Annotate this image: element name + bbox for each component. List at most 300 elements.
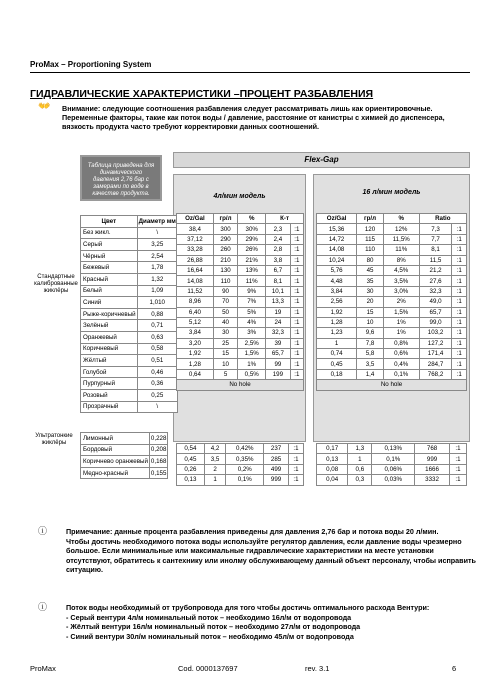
rate-cell: :1 bbox=[290, 317, 303, 327]
color-name: Жёлтый bbox=[81, 355, 138, 367]
rate-cell: 0,04 bbox=[317, 475, 348, 485]
table-row bbox=[317, 245, 467, 255]
rate-cell: 90 bbox=[213, 286, 237, 296]
rate-cell: 6,7 bbox=[266, 265, 291, 275]
table-row bbox=[81, 389, 178, 401]
color-diameter: \ bbox=[137, 227, 177, 239]
note-pressure-text2: Чтобы достичь необходимого потока воды используйте регулятор давления, если давление воды чрезмерно большое. Если минимальные или максимальные гидравлические характеристики на месте установки отсутствуют, обратитесь к сантехнику или инолму обслуживающему данный объект персоналу, чтобы исправить ситуацию. bbox=[66, 536, 476, 574]
table-row bbox=[317, 224, 467, 234]
rate-cell: 284,7 bbox=[419, 359, 452, 369]
rate-cell: 13% bbox=[238, 265, 266, 275]
rate-cell: 1% bbox=[238, 359, 266, 369]
table-row bbox=[177, 317, 304, 327]
rate-cell: :1 bbox=[452, 265, 467, 275]
color-diameter: 1,32 bbox=[137, 273, 177, 285]
rate-cell: 15 bbox=[357, 307, 384, 317]
table-row bbox=[177, 224, 304, 234]
table-row bbox=[81, 401, 178, 413]
rate-cell: 0,74 bbox=[317, 349, 357, 359]
rate-cell: 1 bbox=[317, 338, 357, 348]
rate-cell: 10 bbox=[357, 317, 384, 327]
rate-cell: 7% bbox=[238, 297, 266, 307]
rate-cell: 45 bbox=[357, 265, 384, 275]
note-flow bbox=[66, 603, 486, 641]
color-name: Белый bbox=[81, 285, 138, 297]
rate-cell: :1 bbox=[452, 276, 467, 286]
color-diameter: 0,71 bbox=[137, 320, 177, 332]
rate-cell: 210 bbox=[213, 255, 237, 265]
note-flow-line-1: - Серый вентури 4л/м номинальный поток – необходимо 16л/м от водопровода bbox=[66, 612, 352, 622]
rate-cell: 3332 bbox=[415, 475, 450, 485]
rate-cell: 260 bbox=[213, 245, 237, 255]
rate-cell: 19 bbox=[266, 307, 291, 317]
table-row bbox=[317, 276, 467, 286]
rate-cell: 0,45 bbox=[177, 454, 205, 464]
rate-header: гр/л bbox=[357, 214, 384, 224]
rate-cell: 8% bbox=[383, 255, 419, 265]
rate-cell: 80 bbox=[357, 255, 384, 265]
rate-cell: 10,1 bbox=[266, 286, 291, 296]
rate-cell: 5% bbox=[238, 307, 266, 317]
rate-cell: 0,4% bbox=[383, 359, 419, 369]
table-16lpm-ultra bbox=[316, 443, 467, 486]
rate-cell: :1 bbox=[290, 255, 303, 265]
rate-cell: 4,48 bbox=[317, 276, 357, 286]
rate-cell: 21,2 bbox=[419, 265, 452, 275]
rate-cell: 40 bbox=[213, 317, 237, 327]
rate-cell: 2,56 bbox=[317, 297, 357, 307]
table-row bbox=[81, 355, 178, 367]
color-name: Оранжевый bbox=[81, 331, 138, 343]
rate-cell: 1,28 bbox=[177, 359, 214, 369]
rate-cell: 16,64 bbox=[177, 265, 214, 275]
rate-cell: 24 bbox=[266, 317, 291, 327]
rate-cell: 290 bbox=[213, 234, 237, 244]
footer-code: Cod. 0000137697 bbox=[178, 664, 238, 673]
rate-cell: 10,24 bbox=[317, 255, 357, 265]
rate-cell: 11,5 bbox=[419, 255, 452, 265]
rate-cell: 0,45 bbox=[317, 359, 357, 369]
rate-cell: :1 bbox=[452, 328, 467, 338]
color-diameter: 0,25 bbox=[137, 389, 177, 401]
rate-cell: :1 bbox=[290, 307, 303, 317]
table-row bbox=[81, 343, 178, 355]
table-row bbox=[81, 467, 168, 479]
footer-brand: ProMax bbox=[30, 664, 56, 673]
info-icon: ⓘ bbox=[38, 526, 48, 536]
rate-cell: 130 bbox=[213, 265, 237, 275]
rate-cell: 3% bbox=[238, 328, 266, 338]
footer-page: 6 bbox=[452, 664, 457, 673]
rate-cell: 2,5% bbox=[238, 338, 266, 348]
rate-cell: 0,5% bbox=[238, 369, 266, 379]
rate-cell: 0,03% bbox=[372, 475, 415, 485]
table-row bbox=[177, 444, 304, 454]
rate-cell: 32,3 bbox=[266, 328, 291, 338]
rate-cell: 0,3 bbox=[348, 475, 372, 485]
table-row bbox=[177, 454, 304, 464]
rate-cell: 99 bbox=[266, 359, 291, 369]
table-row bbox=[81, 366, 178, 378]
rate-cell: 35 bbox=[357, 276, 384, 286]
table-row bbox=[177, 307, 304, 317]
rate-cell: 27,6 bbox=[419, 276, 452, 286]
color-name: Рыже-коричневый bbox=[81, 308, 138, 320]
color-name: Прозрачный bbox=[81, 401, 138, 413]
table-4lpm bbox=[176, 213, 304, 391]
rate-cell: 29% bbox=[238, 234, 266, 244]
rate-cell: :1 bbox=[452, 297, 467, 307]
rate-cell: 0,17 bbox=[317, 444, 348, 454]
table-row bbox=[317, 369, 467, 379]
rate-cell: 7,7 bbox=[419, 234, 452, 244]
table-row bbox=[317, 338, 467, 348]
table-row bbox=[317, 307, 467, 317]
color-name: Коричневый bbox=[81, 343, 138, 355]
note-pressure-text: Примечание: данные процента разбавления приведены для давления 2,76 бар и потока воды 20 л/мин. bbox=[66, 527, 439, 536]
rate-header: Ratio bbox=[419, 214, 466, 224]
rate-cell: 50 bbox=[213, 307, 237, 317]
header-divider bbox=[30, 72, 470, 73]
rate-cell: :1 bbox=[290, 338, 303, 348]
rate-cell: 199 bbox=[266, 369, 291, 379]
rate-cell: 127,2 bbox=[419, 338, 452, 348]
table-row bbox=[177, 234, 304, 244]
rate-cell: 0,18 bbox=[317, 369, 357, 379]
rate-cell: 33,28 bbox=[177, 245, 214, 255]
rate-cell: 0,13 bbox=[177, 475, 205, 485]
rate-cell: 20 bbox=[357, 297, 384, 307]
color-name: Серый bbox=[81, 239, 138, 251]
color-diameter: 1,010 bbox=[137, 297, 177, 309]
table-row bbox=[177, 255, 304, 265]
rate-header: % bbox=[383, 214, 419, 224]
rate-cell: :1 bbox=[452, 359, 467, 369]
table-row bbox=[177, 265, 304, 275]
table-row bbox=[177, 276, 304, 286]
rate-cell: 15,36 bbox=[317, 224, 357, 234]
rate-cell: :1 bbox=[288, 475, 303, 485]
rate-cell: 0,64 bbox=[177, 369, 214, 379]
table-row bbox=[177, 245, 304, 255]
color-diameter: 0,88 bbox=[137, 308, 177, 320]
table-row bbox=[81, 308, 178, 320]
rate-cell: :1 bbox=[452, 338, 467, 348]
table-row bbox=[177, 464, 304, 474]
rate-cell: :1 bbox=[288, 444, 303, 454]
rate-cell: 4,2 bbox=[204, 444, 225, 454]
flexgap-header: Flex-Gap bbox=[173, 152, 470, 168]
rate-cell: :1 bbox=[452, 255, 467, 265]
rate-cell: 6,40 bbox=[177, 307, 214, 317]
rate-cell: 1,5% bbox=[383, 307, 419, 317]
color-diameter: 0,168 bbox=[149, 456, 167, 468]
rate-cell: 0,42% bbox=[226, 444, 264, 454]
table-row bbox=[81, 433, 168, 445]
rate-cell: 0,6 bbox=[348, 464, 372, 474]
rate-cell: 49,0 bbox=[419, 297, 452, 307]
rate-cell: 0,35% bbox=[226, 454, 264, 464]
rate-cell: 110 bbox=[213, 276, 237, 286]
table-row bbox=[177, 328, 304, 338]
standard-group-label: Стандартные калиброванные жиклёры bbox=[34, 274, 78, 294]
color-diameter: 0,228 bbox=[149, 433, 167, 445]
table-row bbox=[317, 317, 467, 327]
rate-cell: :1 bbox=[449, 475, 466, 485]
rate-cell: 1,3 bbox=[348, 444, 372, 454]
rate-cell: 0,54 bbox=[177, 444, 205, 454]
table-row bbox=[317, 286, 467, 296]
table-16lpm bbox=[316, 213, 467, 391]
rate-cell: 3,0% bbox=[383, 286, 419, 296]
rate-cell: :1 bbox=[452, 224, 467, 234]
table-row bbox=[177, 338, 304, 348]
rate-cell: 2,8 bbox=[266, 245, 291, 255]
rate-cell: 285 bbox=[264, 454, 289, 464]
rate-cell: 8,96 bbox=[177, 297, 214, 307]
table-row bbox=[317, 349, 467, 359]
table-row bbox=[81, 456, 168, 468]
note-flow-line-3: - Синий вентури 30л/м номинальный поток – необходимо 45л/м от водопровода bbox=[66, 631, 354, 641]
rate-cell: 1 bbox=[204, 475, 225, 485]
color-diameter: 3,25 bbox=[137, 239, 177, 251]
rate-cell: 3,84 bbox=[317, 286, 357, 296]
table-row bbox=[177, 349, 304, 359]
table-row bbox=[317, 297, 467, 307]
color-name: Бордовый bbox=[81, 444, 150, 456]
color-diameter: 1,78 bbox=[137, 262, 177, 274]
table-row bbox=[317, 359, 467, 369]
color-diameter: 0,63 bbox=[137, 331, 177, 343]
table-row bbox=[81, 444, 168, 456]
rate-cell: :1 bbox=[290, 265, 303, 275]
rate-cell: :1 bbox=[452, 307, 467, 317]
table-row bbox=[177, 359, 304, 369]
rate-cell: :1 bbox=[290, 276, 303, 286]
rate-cell: 7,8 bbox=[357, 338, 384, 348]
pressure-note-box: Таблица приведена для динамического давления 2,76 бар с замерами по воде в качестве продукта. bbox=[80, 155, 162, 201]
rate-cell: 14,08 bbox=[177, 276, 214, 286]
color-diameter: 0,155 bbox=[149, 467, 167, 479]
rate-cell: :1 bbox=[290, 349, 303, 359]
rate-cell: 30 bbox=[213, 328, 237, 338]
rate-cell: 1 bbox=[348, 454, 372, 464]
table-4lpm-ultra bbox=[176, 443, 304, 486]
rate-cell: 70 bbox=[213, 297, 237, 307]
rate-cell: 12% bbox=[383, 224, 419, 234]
rate-cell: :1 bbox=[290, 286, 303, 296]
table-row bbox=[81, 239, 178, 251]
rate-cell: 2,4 bbox=[266, 234, 291, 244]
rate-cell: 115 bbox=[357, 234, 384, 244]
rate-cell: 110 bbox=[357, 245, 384, 255]
rate-cell: 4,5% bbox=[383, 265, 419, 275]
rate-cell: 120 bbox=[357, 224, 384, 234]
warning-body: следующие соотношения разбавления следует рассматривать лишь как ориентировочные. Переменные факторы, такие как поток воды / давление, расстояние от канистры с химией до диспенсера, вязкость продукта часто требуют корректировки данных соотношений. bbox=[62, 104, 445, 131]
color-diameter: 0,208 bbox=[149, 444, 167, 456]
rate-cell: 5,12 bbox=[177, 317, 214, 327]
rate-cell: 0,13 bbox=[317, 454, 348, 464]
rate-header: Oz/Gal bbox=[317, 214, 357, 224]
table-row bbox=[81, 320, 178, 332]
rate-cell: 0,26 bbox=[177, 464, 205, 474]
color-name: Без жикл. bbox=[81, 227, 138, 239]
rate-cell: 5,8 bbox=[357, 349, 384, 359]
color-name: Лимонный bbox=[81, 433, 150, 445]
rate-cell: 65,7 bbox=[266, 349, 291, 359]
rate-cell: 237 bbox=[264, 444, 289, 454]
rate-cell: 0,8% bbox=[383, 338, 419, 348]
rate-cell: 9,6 bbox=[357, 328, 384, 338]
rate-cell: 99,0 bbox=[419, 317, 452, 327]
rate-cell: 13,3 bbox=[266, 297, 291, 307]
rate-cell: 3,5 bbox=[204, 454, 225, 464]
rate-cell: 9% bbox=[238, 286, 266, 296]
rate-cell: 0,08 bbox=[317, 464, 348, 474]
hands-warning-icon: 👐 bbox=[38, 101, 51, 112]
warning-text bbox=[62, 104, 472, 131]
rate-cell: 14,72 bbox=[317, 234, 357, 244]
info-icon-2: ⓘ bbox=[38, 602, 48, 612]
rate-cell: 5 bbox=[213, 369, 237, 379]
color-name: Красный bbox=[81, 273, 138, 285]
table-row bbox=[81, 285, 178, 297]
rate-cell: 3,20 bbox=[177, 338, 214, 348]
ultra-group-label: Ультратонкие жиклёры bbox=[35, 433, 73, 446]
rate-cell: 1% bbox=[383, 317, 419, 327]
rate-header: % bbox=[238, 214, 266, 224]
rate-cell: 999 bbox=[264, 475, 289, 485]
rate-cell: :1 bbox=[452, 245, 467, 255]
rate-cell: 171,4 bbox=[419, 349, 452, 359]
rate-cell: 30 bbox=[357, 286, 384, 296]
rate-cell: :1 bbox=[449, 454, 466, 464]
color-name: Голубой bbox=[81, 366, 138, 378]
rate-cell: :1 bbox=[449, 464, 466, 474]
rate-header: Oz/Gal bbox=[177, 214, 214, 224]
table-row bbox=[177, 297, 304, 307]
page-title: ГИДРАВЛИЧЕСКИЕ ХАРАКТЕРИСТИКИ –ПРОЦЕНТ РАЗБАВЛЕНИЯ bbox=[30, 88, 374, 100]
rate-cell: 768,2 bbox=[419, 369, 452, 379]
model4-title: 4л/мин модель bbox=[213, 193, 266, 200]
rate-cell: 3,5 bbox=[357, 359, 384, 369]
rate-cell: 32,3 bbox=[419, 286, 452, 296]
table-row bbox=[317, 444, 467, 454]
rate-cell: 8,1 bbox=[419, 245, 452, 255]
rate-cell: :1 bbox=[449, 444, 466, 454]
color-table-header: Цвет bbox=[81, 216, 138, 228]
color-diameter: 1,09 bbox=[137, 285, 177, 297]
rate-cell: 1666 bbox=[415, 464, 450, 474]
color-name: Бежевый bbox=[81, 262, 138, 274]
rate-cell: 768 bbox=[415, 444, 450, 454]
table-row bbox=[177, 475, 304, 485]
rate-cell: :1 bbox=[290, 359, 303, 369]
rate-cell: 499 bbox=[264, 464, 289, 474]
rate-cell: 1,23 bbox=[317, 328, 357, 338]
ultra-color-table bbox=[80, 432, 168, 479]
rate-cell: 8,1 bbox=[266, 276, 291, 286]
rate-cell: 7,3 bbox=[419, 224, 452, 234]
rate-cell: 30% bbox=[238, 224, 266, 234]
color-diameter: \ bbox=[137, 401, 177, 413]
no-hole-label: No hole bbox=[317, 380, 467, 390]
color-diameter: 0,36 bbox=[137, 378, 177, 390]
table-row bbox=[317, 328, 467, 338]
table-row bbox=[81, 227, 178, 239]
rate-cell: :1 bbox=[290, 224, 303, 234]
color-diameter: 0,46 bbox=[137, 366, 177, 378]
rate-header: К-т bbox=[266, 214, 304, 224]
rate-cell: :1 bbox=[452, 286, 467, 296]
rate-cell: 4% bbox=[238, 317, 266, 327]
rate-cell: :1 bbox=[290, 328, 303, 338]
rate-cell: :1 bbox=[290, 297, 303, 307]
rate-cell: 1,92 bbox=[177, 349, 214, 359]
rate-cell: 2 bbox=[204, 464, 225, 474]
rate-cell: 11,52 bbox=[177, 286, 214, 296]
rate-cell: 39 bbox=[266, 338, 291, 348]
rate-cell: 65,7 bbox=[419, 307, 452, 317]
rate-cell: :1 bbox=[290, 234, 303, 244]
rate-header: гр/л bbox=[213, 214, 237, 224]
table-row bbox=[81, 273, 178, 285]
note-flow-line-2: - Жёлтый вентури 16л/м номинальный поток – необходимо 27л/м от водопровода bbox=[66, 622, 361, 631]
rate-cell: 15 bbox=[213, 349, 237, 359]
rate-cell: 1,4 bbox=[357, 369, 384, 379]
no-hole-label: No hole bbox=[177, 380, 304, 390]
note-pressure bbox=[66, 527, 476, 575]
rate-cell: 103,2 bbox=[419, 328, 452, 338]
rate-cell: :1 bbox=[288, 454, 303, 464]
table-row bbox=[317, 454, 467, 464]
rate-cell: 26,88 bbox=[177, 255, 214, 265]
warning-label: Внимание: bbox=[62, 104, 101, 113]
rate-cell: 21% bbox=[238, 255, 266, 265]
rate-cell: :1 bbox=[452, 369, 467, 379]
rate-cell: 11% bbox=[238, 276, 266, 286]
table-row bbox=[317, 255, 467, 265]
color-name: Пурпурный bbox=[81, 378, 138, 390]
rate-cell: 1,92 bbox=[317, 307, 357, 317]
color-diameter: 2,54 bbox=[137, 250, 177, 262]
rate-cell: :1 bbox=[452, 349, 467, 359]
rate-cell: 3,84 bbox=[177, 328, 214, 338]
color-name: Зелёный bbox=[81, 320, 138, 332]
table-row bbox=[81, 297, 178, 309]
rate-cell: 0,6% bbox=[383, 349, 419, 359]
rate-cell: 1% bbox=[383, 328, 419, 338]
rate-cell: 10 bbox=[213, 359, 237, 369]
rate-cell: 0,13% bbox=[372, 444, 415, 454]
table-row bbox=[177, 369, 304, 379]
rate-cell: :1 bbox=[452, 317, 467, 327]
note-flow-text: Поток воды необходимый от трубопровода для того чтобы достичь оптимального расхода Вентури: bbox=[66, 603, 430, 612]
table-row bbox=[317, 265, 467, 275]
rate-cell: 26% bbox=[238, 245, 266, 255]
color-table-header: Диаметр мм bbox=[137, 216, 177, 228]
table-row bbox=[317, 234, 467, 244]
rate-cell: 3,5% bbox=[383, 276, 419, 286]
rate-cell: 2% bbox=[383, 297, 419, 307]
rate-cell: 300 bbox=[213, 224, 237, 234]
rate-cell: 0,1% bbox=[226, 475, 264, 485]
rate-cell: 11,5% bbox=[383, 234, 419, 244]
rate-cell: 5,76 bbox=[317, 265, 357, 275]
color-name: Чёрный bbox=[81, 250, 138, 262]
color-name: Синий bbox=[81, 297, 138, 309]
table-row bbox=[81, 378, 178, 390]
